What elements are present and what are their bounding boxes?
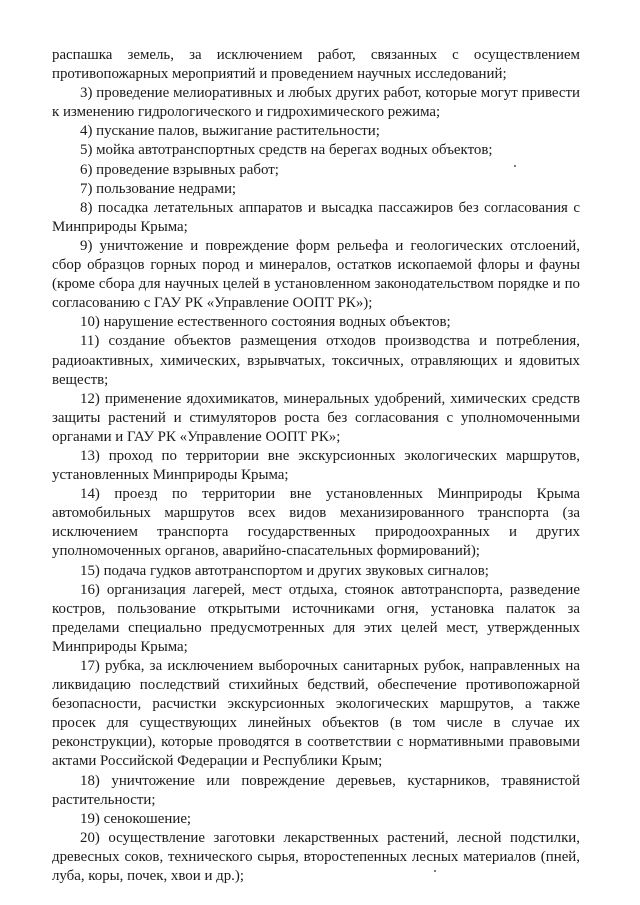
- scan-speck: [514, 165, 516, 167]
- paragraph-item-4: 4) пускание палов, выжигание растительности;: [80, 123, 380, 140]
- paragraph-item-13: 13) проход по территории вне экскурсионных экологических маршрутов, установленных Минприроды Крыма;: [52, 447, 580, 484]
- paragraph-item-18: 18) уничтожение или повреждение деревьев, кустарников, травянистой растительности;: [52, 772, 580, 808]
- paragraph-item-17: 17) рубка, за исключением выборочных санитарных рубок, направленных на ликвидацию последствий стихийных бедствий, обеспечение противопожарной безопасности, расчистки экскурсионных экологических маршрутов, а также просек для существующих линейных объектов (в том числе в случае их реконструкции), которые проводятся в соответствии с нормативными правовыми актами Российской Федерации и Республики Крым;: [52, 658, 580, 770]
- paragraph-item-20: 20) осуществление заготовки лекарственных растений, лесной подстилки, древесных соков, технического сырья, второстепенных лесных материалов (пней, луба, коры, почек, хвои и др.);: [52, 829, 580, 885]
- paragraph-item-7: 7) пользование недрами;: [80, 180, 237, 197]
- paragraph-item-10: 10) нарушение естественного состояния водных объектов;: [80, 314, 451, 331]
- paragraph-item-3: 3) проведение мелиоративных и любых других работ, которые могут привести к изменению гидрологического и гидрохимического режима;: [52, 85, 580, 121]
- paragraph-item-16: 16) организация лагерей, мест отдыха, стоянок автотранспорта, разведение костров, пользование открытыми источниками огня, установка палаток за пределами специально предусмотренных для этих целей мест, утвержденных Минприроды Крыма;: [52, 581, 580, 655]
- paragraph-item-6: 6) проведение взрывных работ;: [80, 161, 279, 178]
- paragraph-item-9: 9) уничтожение и повреждение форм рельефа и геологических отслоений, сбор образцов горных пород и минералов, остатков ископаемой флоры и фауны (кроме сбора для научных целей в установленном законодательством порядке и по согласованию с ГАУ РК «Управление ООПТ РК»);: [52, 237, 580, 312]
- scan-speck: [434, 870, 436, 872]
- paragraph-item-12: 12) применение ядохимикатов, минеральных удобрений, химических средств защиты растений и стимуляторов роста без согласования с уполномоченными органами и ГАУ РК «Управление ООПТ РК»;: [52, 390, 580, 445]
- document-page: [52, 46, 580, 886]
- paragraph-item-15: 15) подача гудков автотранспортом и других звуковых сигналов;: [80, 562, 489, 579]
- paragraph-item-5: 5) мойка автотранспортных средств на берегах водных объектов;: [80, 142, 493, 159]
- paragraph-continuation: распашка земель, за исключением работ, связанных с осуществлением противопожарных мероприятий и проведением научных исследований;: [52, 47, 580, 83]
- paragraph-item-19: 19) сенокошение;: [80, 810, 192, 827]
- paragraph-item-11: 11) создание объектов размещения отходов производства и потребления, радиоактивных, химических, взрывчатых, токсичных, отравляющих и ядовитых веществ;: [52, 333, 580, 388]
- paragraph-item-14: 14) проезд по территории вне установленных Минприроды Крыма автомобильных маршрутов всех видов механизированного транспорта (за исключением транспорта государственных природоохранных и других уполномоченных органов, аварийно-спасательных формирований);: [52, 486, 580, 560]
- paragraph-item-8: 8) посадка летательных аппаратов и высадка пассажиров без согласования с Минприроды Крыма;: [52, 199, 580, 235]
